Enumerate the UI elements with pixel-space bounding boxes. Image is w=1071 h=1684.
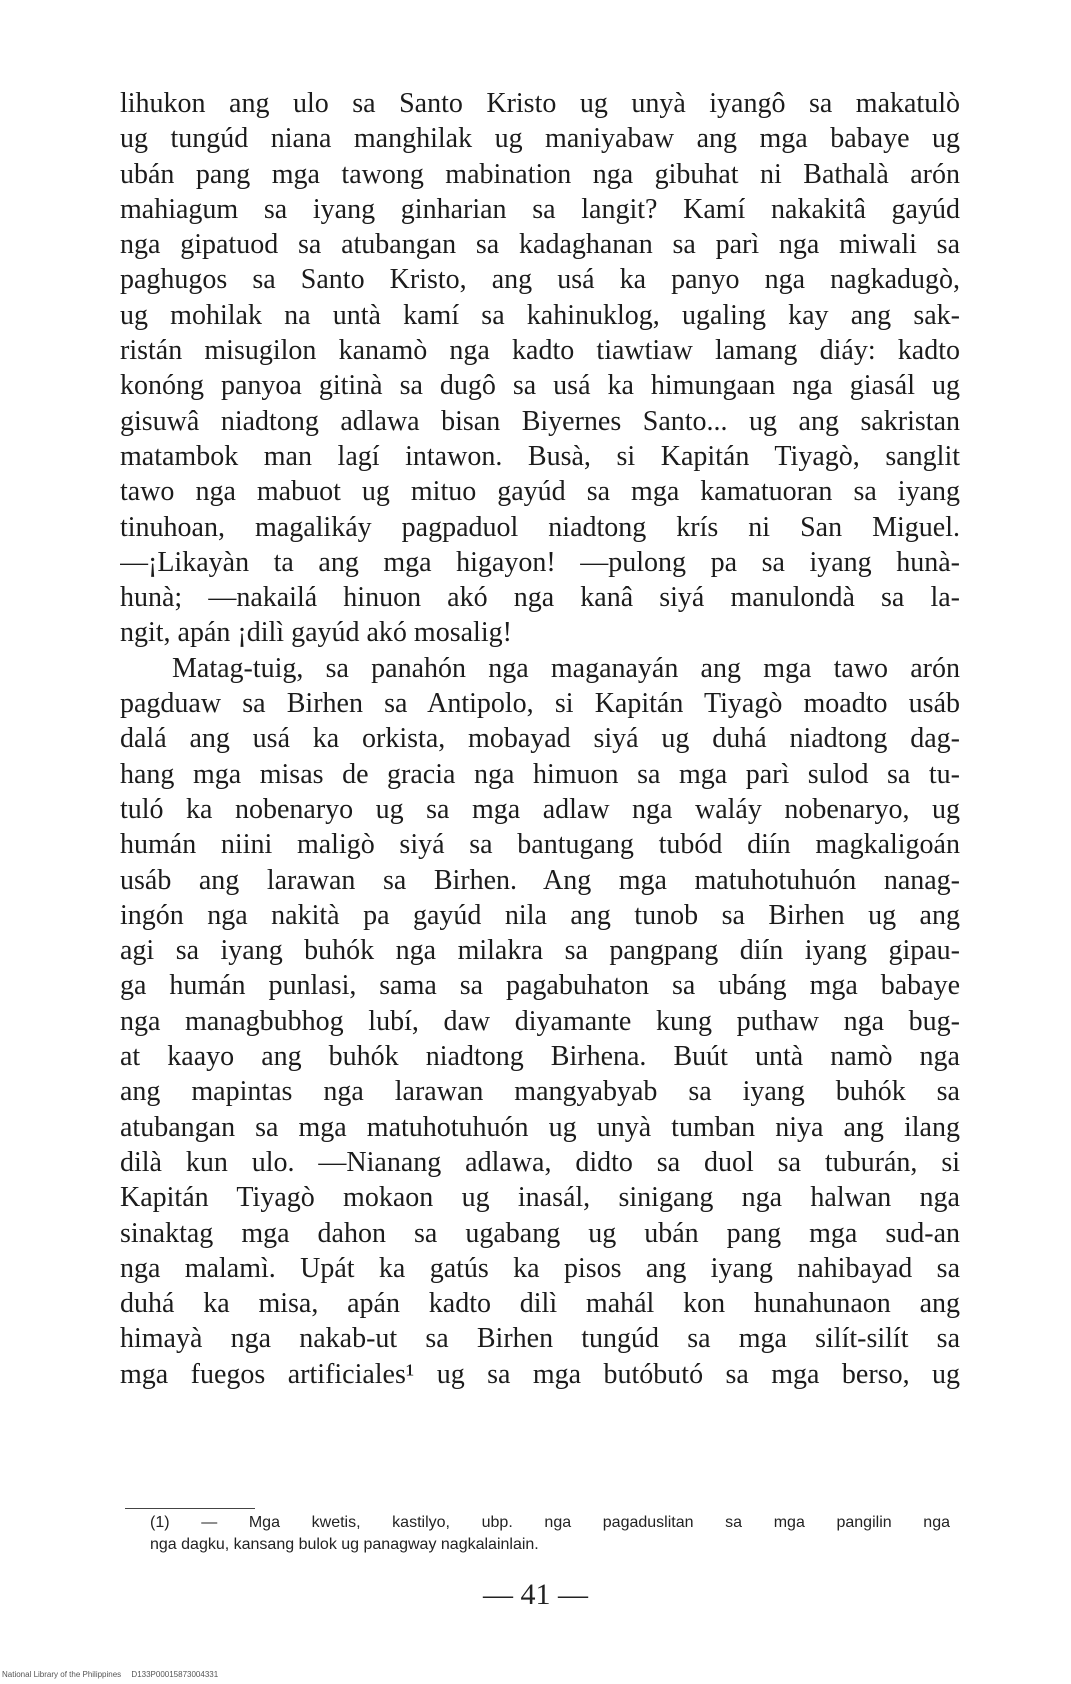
paragraph-1 [120,86,960,651]
footnote [150,1512,950,1556]
text-line: matambok man lagí intawon. Busà, si Kapitán Tiyagò, sanglit [120,440,960,472]
text-line: ingón nga nakità pa gayúd nila ang tunob sa Birhen ug ang [120,899,960,931]
text-line: gisuwâ niadtong adlawa bisan Biyernes Santo... ug ang sakristan [120,405,960,437]
text-line: usáb ang larawan sa Birhen. Ang mga matuhotuhuón nanag- [120,864,960,896]
text-line: Kapitán Tiyagò mokaon ug inasál, sinigang nga halwan nga [120,1182,960,1214]
text-line: ubán pang mga tawong mabination nga gibuhat ni Bathalà arón [120,158,960,190]
text-line: ug tungúd niana manghilak ug maniyabaw ang mga babaye ug [120,123,960,155]
text-line: nga malamì. Upát ka gatús ka pisos ang iyang nahibayad sa [120,1252,960,1284]
text-line: tinuhoan, magalikáy pagpaduol niadtong krís ni San Miguel. [120,511,960,543]
text-line: paghugos sa Santo Kristo, ang usá ka panyo nga nagkadugò, [120,264,960,296]
text-line: atubangan sa mga matuhotuhuón ug unyà tumban niya ang ilang [120,1111,960,1143]
text-line: lihukon ang ulo sa Santo Kristo ug unyà iyangô sa makatulò [120,88,960,119]
text-line: hang mga misas de gracia nga himuon sa mga parì sulod sa tu- [120,758,960,790]
text-line: sinaktag mga dahon sa ugabang ug ubán pang mga sud-an [120,1217,960,1249]
stamp-code: D133P00015873004331 [131,1670,219,1679]
text-line: tawo nga mabuot ug mituo gayúd sa mga kamatuoran sa iyang [120,476,960,508]
archive-stamp [2,1670,226,1679]
text-line: tuló ka nobenaryo ug sa mga adlaw nga waláy nobenaryo, ug [120,793,960,825]
text-line: mahiagum sa iyang ginharian sa langit? Kamí nakakitâ gayúd [120,193,960,225]
text-line: agi sa iyang buhók nga milakra sa pangpang diín iyang gipau- [120,935,960,967]
paragraph-2 [120,651,960,1392]
text-line: pagduaw sa Birhen sa Antipolo, si Kapitán Tiyagò moadto usáb [120,688,960,720]
footnote-line: (1) — Mga kwetis, kastilyo, ubp. nga pagaduslitan sa mga pangilin nga [150,1514,950,1531]
text-line: ristán misugilon kanamò nga kadto tiawtiaw lamang diáy: kadto [120,335,960,367]
text-line: duhá ka misa, apán kadto dilì mahál kon hunahunaon ang [120,1288,960,1320]
body-text [120,86,960,1392]
text-line: nga managbubhog lubí, daw diyamante kung puthaw nga bug- [120,1005,960,1037]
stamp-institution: National Library of the Philippines [2,1670,122,1679]
text-line: —¡Likayàn ta ang mga higayon! —pulong pa sa iyang hunà- [120,546,960,578]
text-line: konóng panyoa gitinà sa dugô sa usá ka himungaan nga giasál ug [120,370,960,402]
footnote-divider [125,1508,255,1509]
text-line: dilà kun ulo. —Nianang adlawa, didto sa duol sa tuburán, si [120,1146,960,1178]
text-line: at kaayo ang buhók niadtong Birhena. Buút untà namò nga [120,1041,960,1073]
text-line: nga gipatuod sa atubangan sa kadaghanan sa parì nga miwali sa [120,229,960,261]
text-line: ang mapintas nga larawan mangyabyab sa iyang buhók sa [120,1076,960,1108]
text-line: ngit, apán ¡dilì gayúd akó mosalig! [120,617,512,649]
text-line: himayà nga nakab-ut sa Birhen tungúd sa mga silít-silít sa [120,1323,960,1355]
text-line: Matag-tuig, sa panahón nga maganayán ang mga tawo arón [172,652,960,684]
text-line: ga humán punlasi, sama sa pagabuhaton sa ubáng mga babaye [120,970,960,1002]
text-line: dalá ang usá ka orkista, mobayad siyá ug duhá niadtong dag- [120,723,960,755]
page-number: — 41 — [483,1578,588,1611]
text-line: ug mohilak na untà kamí sa kahinuklog, ugaling kay ang sak- [120,299,960,331]
text-line: hunà; —nakailá hinuon akó nga kanâ siyá manulondà sa la- [120,582,960,614]
text-line: mga fuegos artificiales¹ ug sa mga butóbutó sa mga berso, ug [120,1358,960,1390]
footnote-line: nga dagku, kansang bulok ug panagway nagkalainlain. [150,1536,539,1553]
text-line: humán niini maligò siyá sa bantugang tubód diín magkaligoán [120,829,960,861]
